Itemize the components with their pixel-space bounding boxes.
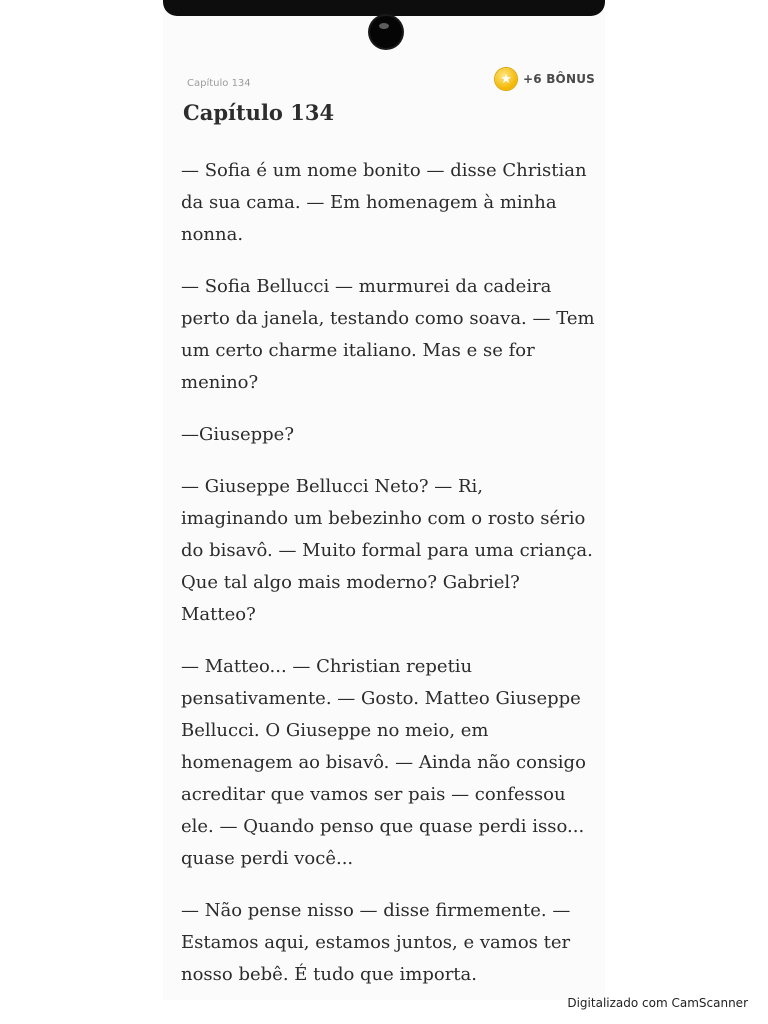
star-coin-icon: ★ [495, 68, 517, 90]
paragraph: —Giuseppe? [181, 424, 294, 445]
paragraph: — Matteo... — Christian repetiu pensativamente. — Gosto. Matteo Giuseppe Bellucci. O Giuseppe no meio, em homenagem ao bisavô. — Ainda não consigo acreditar que vamos ser pais — confessou ele. — Quando penso que quase perdi isso... quase perdi você... [181, 656, 586, 869]
camscanner-watermark: Digitalizado com CamScanner [567, 996, 748, 1010]
paragraph: — Não pense nisso — disse firmemente. — Estamos aqui, estamos juntos, e vamos ter nosso bebê. É tudo que importa. [181, 900, 571, 985]
paragraph: — Giuseppe Bellucci Neto? — Ri, imaginando um bebezinho com o rosto sério do bisavô. — Muito formal para uma criança. Que tal algo mais moderno? Gabriel? Matteo? [181, 476, 593, 625]
chapter-text [181, 155, 595, 991]
chapter-title: Capítulo 134 [183, 100, 335, 125]
bonus-label: +6 BÔNUS [523, 72, 595, 86]
paragraph: — Sofia é um nome bonito — disse Christian da sua cama. — Em homenagem à minha nonna. [181, 160, 587, 245]
front-camera-icon [370, 16, 402, 48]
chapter-indicator: Capítulo 134 [187, 78, 251, 89]
status-bar [163, 0, 605, 16]
reader-screen[interactable] [163, 0, 605, 1000]
paragraph: — Sofia Bellucci — murmurei da cadeira perto da janela, testando como soava. — Tem um certo charme italiano. Mas e se for menino? [181, 276, 595, 393]
bonus-button[interactable] [495, 68, 595, 90]
